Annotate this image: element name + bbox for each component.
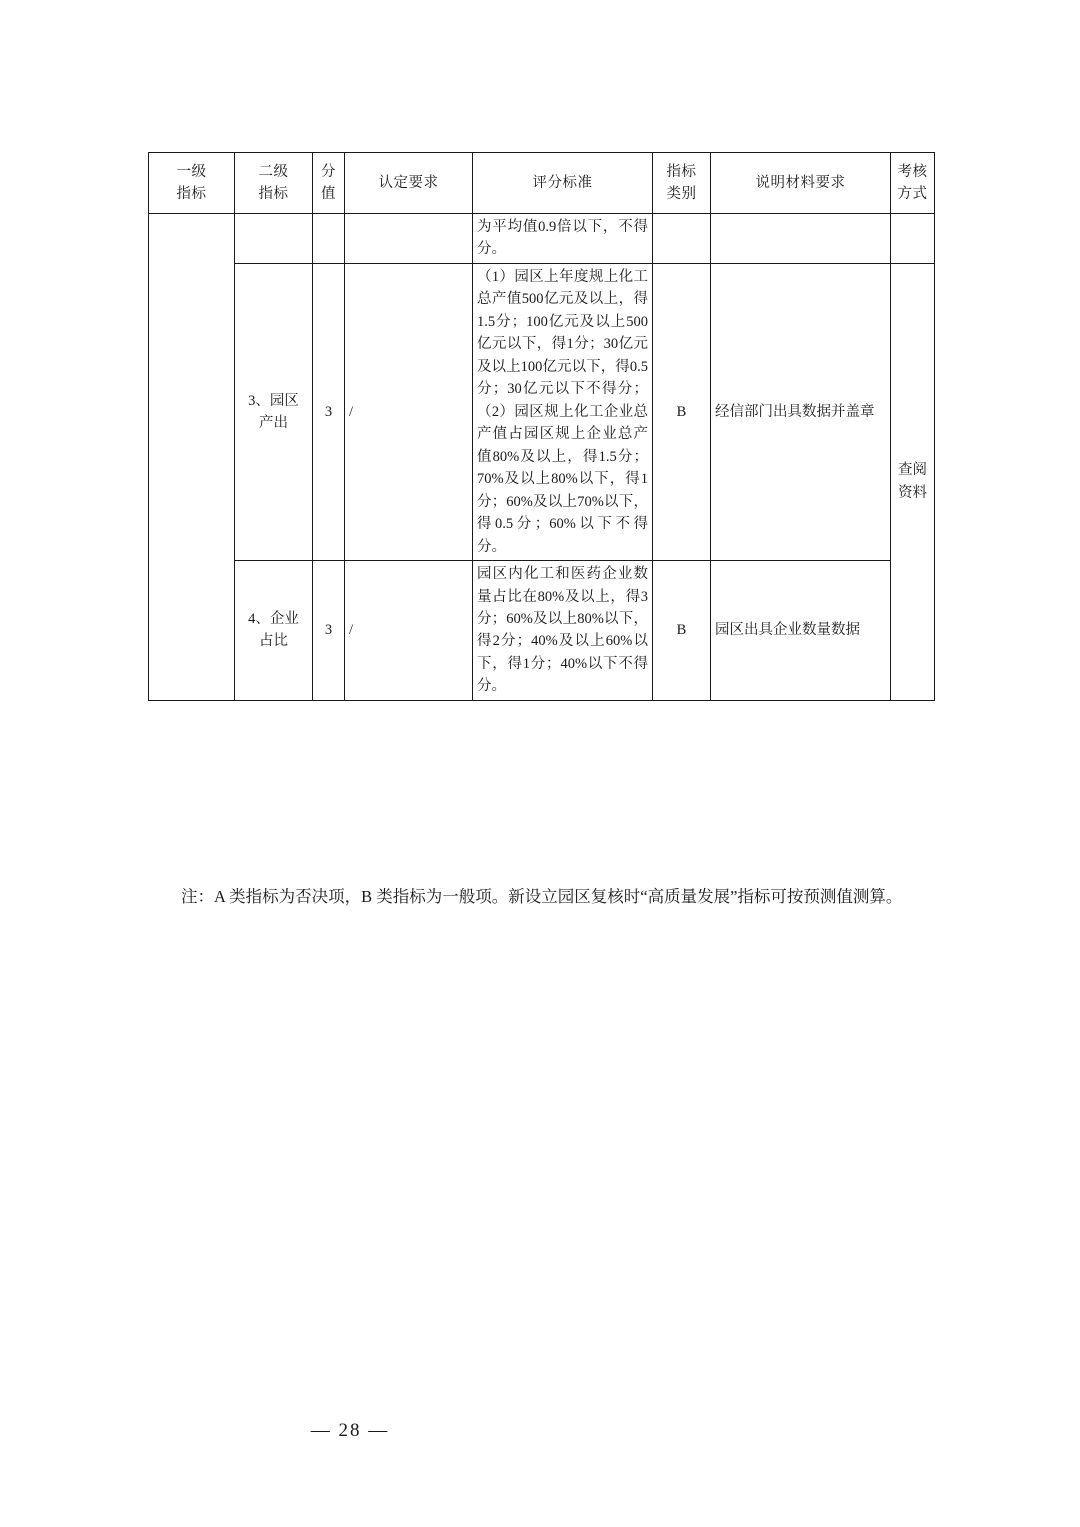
header-level1-indicator-line1: 一级 [176, 163, 207, 180]
header-category [653, 153, 711, 214]
header-requirement-line1: 认定要求 [378, 174, 439, 191]
table-header-row [149, 153, 935, 214]
assessment-table-wrapper [148, 152, 934, 701]
cell-level2-indicator [235, 214, 313, 264]
cell-level2-indicator-line2: 占比 [259, 633, 288, 650]
cell-level2-indicator [235, 561, 313, 701]
header-score-line2: 值 [321, 186, 336, 202]
header-level1-indicator-line2: 指标 [176, 186, 207, 202]
cell-score: 3 [313, 263, 345, 560]
header-criteria [473, 153, 653, 214]
header-method-line2: 方式 [897, 186, 928, 202]
header-category-line1: 指标 [666, 163, 697, 180]
header-level2-indicator-line1: 二级 [258, 163, 289, 180]
cell-method [891, 214, 935, 264]
header-level1-indicator [149, 153, 235, 214]
cell-level1-indicator [149, 214, 235, 701]
cell-method [891, 263, 935, 700]
table-body [149, 214, 935, 701]
cell-level2-indicator [235, 263, 313, 560]
page-number-text: — 28 — [310, 1420, 390, 1441]
header-score-line1: 分 [321, 163, 336, 180]
cell-method-line1: 查阅 [898, 462, 927, 479]
cell-requirement: / [345, 561, 473, 701]
cell-level2-indicator-line1: 4、企业 [248, 610, 299, 627]
table-note-text: 注：A 类指标为否决项，B 类指标为一般项。新设立园区复核时“高质量发展”指标可按预测值测算。 [181, 887, 903, 906]
header-level2-indicator-line2: 指标 [258, 186, 289, 202]
cell-category [653, 214, 711, 264]
cell-score [313, 214, 345, 264]
header-requirement [345, 153, 473, 214]
table-row [149, 214, 935, 264]
header-materials [711, 153, 891, 214]
header-method [891, 153, 935, 214]
cell-materials: 园区出具企业数量数据 [711, 561, 891, 701]
table-header [149, 153, 935, 214]
table-note [148, 880, 938, 913]
assessment-table [148, 152, 935, 701]
header-category-line2: 类别 [666, 186, 697, 202]
cell-requirement [345, 214, 473, 264]
header-criteria-line1: 评分标准 [532, 174, 593, 191]
header-method-line1: 考核 [897, 163, 928, 180]
cell-level2-indicator-line2: 产出 [259, 414, 288, 431]
header-materials-line1: 说明材料要求 [755, 174, 846, 191]
header-score [313, 153, 345, 214]
page-number [0, 1420, 890, 1442]
header-level2-indicator [235, 153, 313, 214]
cell-materials [711, 214, 891, 264]
cell-materials: 经信部门出具数据并盖章 [711, 263, 891, 560]
cell-category: B [653, 561, 711, 701]
cell-criteria: 园区内化工和医药企业数量占比在80%及以上，得3分；60%及以上80%以下，得2分；40%及以上60%以下，得1分；40%以下不得分。 [473, 561, 653, 701]
cell-score: 3 [313, 561, 345, 701]
cell-criteria: （1）园区上年度规上化工总产值500亿元及以上，得1.5分；100亿元及以上500亿元以下，得1分；30亿元及以上100亿元以下，得0.5分；30亿元以下不得分；（2）园区规上化工企业总产值占园区规上企业总产值80%及以上，得1.5分；70%及以上80%以下，得1分；60%及以上70%以下，得0.5分；60%以下不得分。 [473, 263, 653, 560]
cell-requirement: / [345, 263, 473, 560]
cell-category: B [653, 263, 711, 560]
cell-method-line2: 资料 [898, 484, 927, 501]
cell-criteria: 为平均值0.9倍以下，不得分。 [473, 214, 653, 264]
table-row [149, 561, 935, 701]
table-row [149, 263, 935, 560]
cell-level2-indicator-line1: 3、园区 [248, 392, 299, 409]
